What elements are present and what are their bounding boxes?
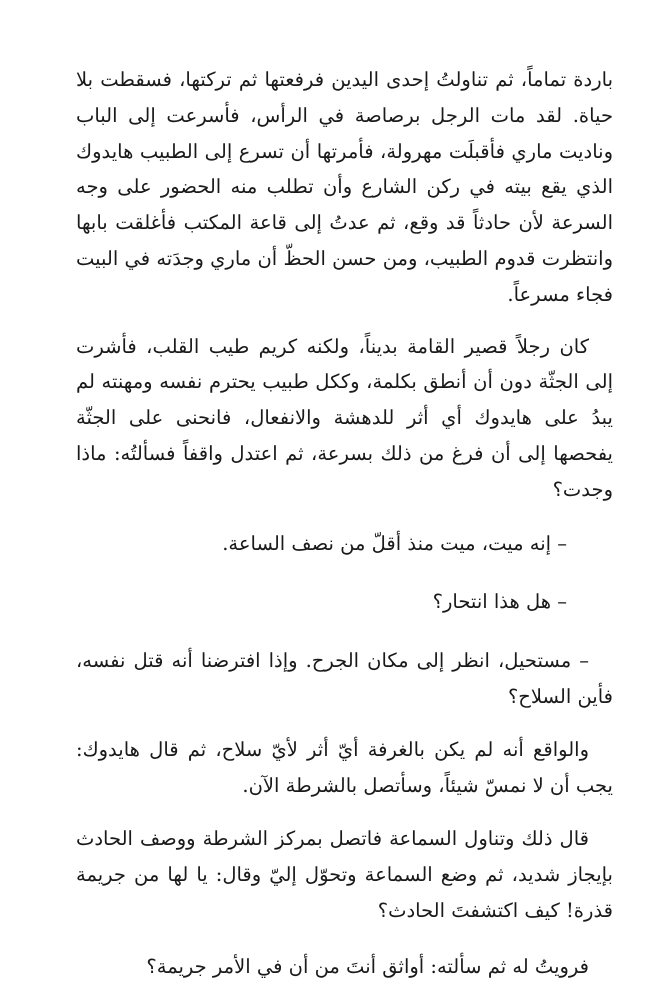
dialogue-line-2: – هل هذا انتحار؟ [432, 590, 567, 614]
dialogue-line-3: – مستحيل، انظر إلى مكان الجرح. وإذا افترضنا أنه قتل نفسه، فأين السلاح؟ [76, 649, 613, 708]
dialogue-line-1: – إنه ميت، ميت منذ أقلّ من نصف الساعة. [222, 531, 567, 555]
paragraph-5: فرويتُ له ثم سألته: أواثق أنتَ من أن في الأمر جريمة؟ [146, 954, 589, 978]
paragraph-1: باردة تماماً، ثم تناولتُ إحدى اليدين فرفعتها ثم تركتها، فسقطت بلا حياة. لقد مات الرجل برصاصة في الرأس، فأسرعت إلى الباب وناديت ماري فأقبلَت مهرولة، فأمرتها أن تسرع إلى الطبيب هايدوك الذي يقع بيته في ركن الشارع وأن تطلب منه الحضور على وجه السرعة لأن حادثاً قد وقع، ثم عدتُ إلى قاعة المكتب فأغلقت بابها وانتظرت قدوم الطبيب، ومن حسن الحظّ أن ماري وجدَته في البيت فجاء مسرعاً. [76, 68, 613, 306]
paragraph-3: والواقع أنه لم يكن بالغرفة أيّ أثر لأيّ سلاح، ثم قال هايدوك: يجب أن لا نمسّ شيئاً، وسأتصل بالشرطة الآن. [76, 737, 613, 797]
book-page [76, 62, 613, 985]
paragraph-2: كان رجلاً قصير القامة بديناً، ولكنه كريم طيب القلب، فأشرت إلى الجثّة دون أن أنطق بكلمة، وككل طبيب يحترم نفسه ومهنته لم يبدُ على هايدوك أي أثر للدهشة والانفعال، فانحنى على الجثّة يفحصها إلى أن فرغ من ذلك بسرعة، ثم اعتدل واقفاً فسألتُه: ماذا وجدت؟ [76, 334, 613, 501]
paragraph-4: قال ذلك وتناول السماعة فاتصل بمركز الشرطة ووصف الحادث بإيجاز شديد، ثم وضع السماعة وتحوّل إليّ وقال: يا لها من جريمة قذرة! كيف اكتشفتَ الحادث؟ [76, 827, 613, 922]
